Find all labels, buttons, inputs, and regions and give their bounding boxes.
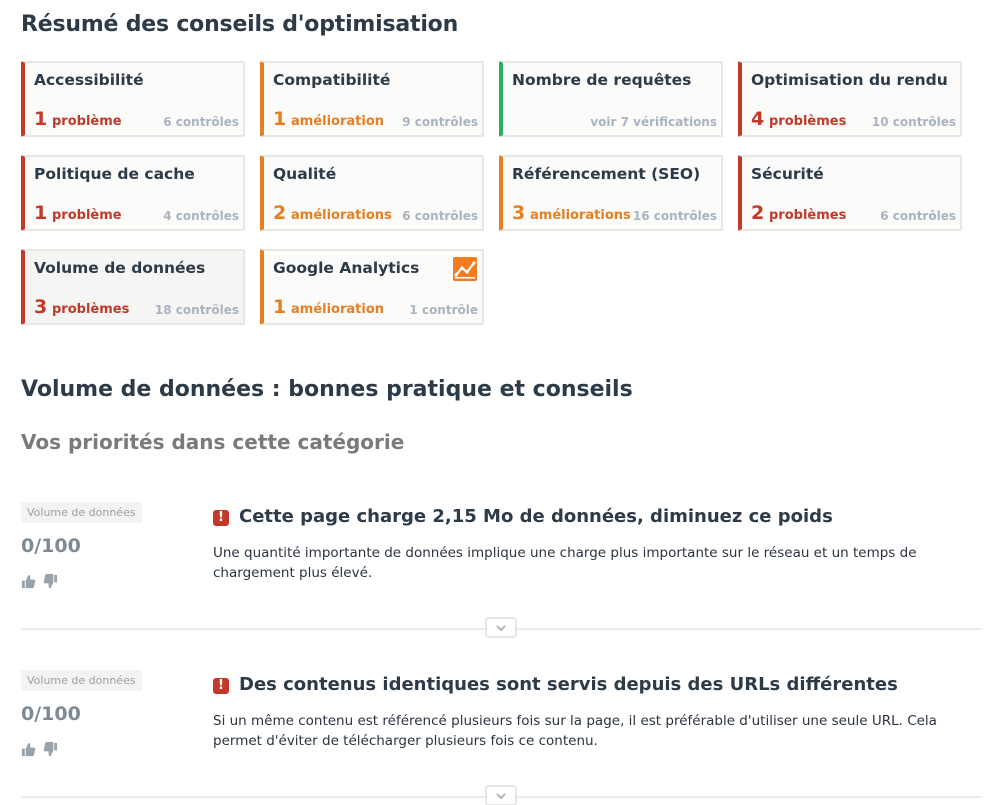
card-number: 1 [273, 108, 287, 130]
card-volume-donnees[interactable] [21, 249, 245, 325]
card-title: Compatibilité [273, 71, 391, 89]
advice-description: Si un même contenu est référencé plusieurs fois sur la page, il est préférable d'utiliser une seule URL. Cela permet d'éviter de télécharger plusieurs fois ce contenu. [213, 713, 937, 749]
advice-title: Des contenus identiques sont servis depuis des URLs différentes [239, 674, 898, 695]
card-number: 4 [751, 108, 765, 130]
warning-icon: ! [213, 678, 229, 694]
expand-button[interactable] [485, 785, 517, 805]
summary-title: Résumé des conseils d'optimisation [21, 12, 459, 37]
card-count: 18 contrôles [154, 303, 239, 317]
chevron-down-icon [495, 622, 507, 634]
category-badge: Volume de données [21, 502, 142, 523]
card-title: Optimisation du rendu [751, 71, 948, 89]
advice-item [21, 502, 981, 670]
card-google-analytics[interactable] [260, 249, 484, 325]
card-nombre-requetes[interactable] [499, 61, 723, 137]
card-count: 1 contrôle [409, 303, 478, 317]
vote-buttons [21, 574, 58, 589]
card-label: améliorations [530, 208, 631, 223]
card-number: 3 [34, 296, 48, 318]
card-label: amélioration [291, 302, 385, 317]
category-badge: Volume de données [21, 670, 142, 691]
card-title: Politique de cache [34, 165, 195, 183]
card-count: 10 contrôles [871, 115, 956, 129]
chevron-down-icon [495, 790, 507, 802]
advice-score: 0/100 [21, 535, 81, 557]
card-title: Google Analytics [273, 259, 420, 277]
priorities-title: Vos priorités dans cette catégorie [21, 430, 405, 454]
card-label: problèmes [769, 114, 847, 129]
card-seo[interactable] [499, 155, 723, 231]
card-compatibilite[interactable] [260, 61, 484, 137]
advice-title: Cette page charge 2,15 Mo de données, diminuez ce poids [239, 506, 833, 527]
card-count: 9 contrôles [402, 115, 478, 129]
card-title: Nombre de requêtes [512, 71, 692, 89]
card-count: 6 contrôles [880, 209, 956, 223]
thumbs-down-icon[interactable] [43, 742, 58, 757]
google-analytics-icon [453, 257, 477, 281]
card-optimisation-rendu[interactable] [738, 61, 962, 137]
thumbs-up-icon[interactable] [21, 742, 36, 757]
vote-buttons [21, 742, 58, 757]
card-qualite[interactable] [260, 155, 484, 231]
card-label: problèmes [769, 208, 847, 223]
card-title: Accessibilité [34, 71, 144, 89]
card-count: 4 contrôles [163, 209, 239, 223]
advice-item [21, 670, 981, 805]
card-title: Référencement (SEO) [512, 165, 701, 183]
advice-score: 0/100 [21, 703, 81, 725]
thumbs-up-icon[interactable] [21, 574, 36, 589]
card-number: 3 [512, 202, 526, 224]
card-count: 16 contrôles [632, 209, 717, 223]
card-number: 2 [751, 202, 765, 224]
card-label: problèmes [52, 302, 130, 317]
card-title: Sécurité [751, 165, 824, 183]
warning-icon: ! [213, 510, 229, 526]
card-number: 2 [273, 202, 287, 224]
card-label: amélioration [291, 114, 385, 129]
card-accessibilite[interactable] [21, 61, 245, 137]
card-label: problème [52, 114, 122, 129]
thumbs-down-icon[interactable] [43, 574, 58, 589]
card-number: 1 [34, 202, 48, 224]
expand-button[interactable] [485, 617, 517, 638]
card-label: problème [52, 208, 122, 223]
card-title: Qualité [273, 165, 337, 183]
card-securite[interactable] [738, 155, 962, 231]
section-title: Volume de données : bonnes pratique et conseils [21, 377, 633, 402]
card-title: Volume de données [34, 259, 206, 277]
card-number: 1 [273, 296, 287, 318]
card-label: améliorations [291, 208, 392, 223]
card-count: 6 contrôles [163, 115, 239, 129]
card-count: voir 7 vérifications [590, 115, 717, 129]
card-count: 6 contrôles [402, 209, 478, 223]
advice-description: Une quantité importante de données implique une charge plus importante sur le réseau et un temps de chargement plus élevé. [213, 545, 917, 581]
card-politique-cache[interactable] [21, 155, 245, 231]
card-number: 1 [34, 108, 48, 130]
